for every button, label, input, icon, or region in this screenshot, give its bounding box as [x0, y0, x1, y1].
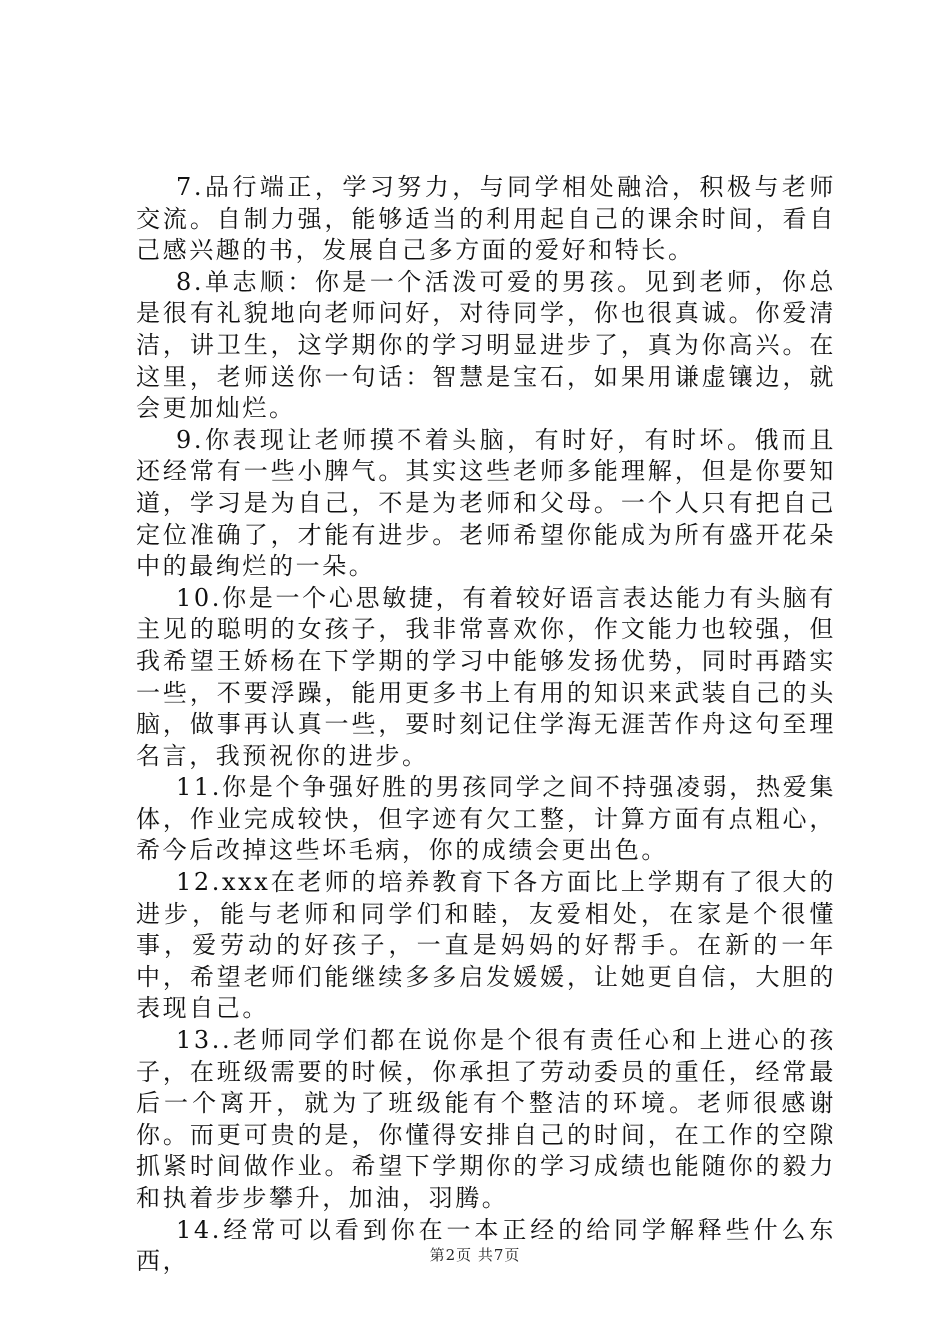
- paragraph-7: 7.品行端正，学习努力，与同学相处融洽，积极与老师交流。自制力强，能够适当的利用起自己的课余时间，看自己感兴趣的书，发展自己多方面的爱好和特长。: [136, 173, 836, 265]
- paragraph-12: 12.xxx在老师的培养教育下各方面比上学期有了很大的进步，能与老师和同学们和睦，友爱相处，在家是个很懂事，爱劳动的好孩子，一直是妈妈的好帮手。在新的一年中，希望老师们能继续多多启发媛媛，让她更自信，大胆的表现自己。: [136, 868, 836, 1023]
- paragraph-11: 11.你是个争强好胜的男孩同学之间不持强凌弱，热爱集体，作业完成较快，但字迹有欠工整，计算方面有点粗心，希今后改掉这些坏毛病，你的成绩会更出色。: [136, 773, 836, 865]
- page-number-footer: 第2页 共7页: [429, 1246, 521, 1264]
- paragraph-8: 8.单志顺：你是一个活泼可爱的男孩。见到老师，你总是很有礼貌地向老师问好，对待同学，你也很真诚。你爱清洁，讲卫生，这学期你的学习明显进步了，真为你高兴。在这里，老师送你一句话：智慧是宝石，如果用谦虚镶边，就会更加灿烂。: [136, 267, 836, 423]
- paragraph-9: 9.你表现让老师摸不着头脑，有时好，有时坏。俄而且还经常有一些小脾气。其实这些老师多能理解，但是你要知道，学习是为自己，不是为老师和父母。一个人只有把自己定位准确了，才能有进步。老师希望你能成为所有盛开花朵中的最绚烂的一朵。: [136, 425, 836, 581]
- paragraph-13: 13..老师同学们都在说你是个很有责任心和上进心的孩子，在班级需要的时候，你承担了劳动委员的重任，经常最后一个离开，就为了班级能有个整洁的环境。老师很感谢你。而更可贵的是，你懂得安排自己的时间，在工作的空隙抓紧时间做作业。希望下学期你的学习成绩也能随你的毅力和执着步步攀升，加油，羽腾。: [136, 1026, 836, 1212]
- paragraph-10: 10.你是一个心思敏捷，有着较好语言表达能力有头脑有主见的聪明的女孩子，我非常喜欢你，作文能力也较强，但我希望王娇杨在下学期的学习中能够发扬优势，同时再踏实一些，不要浮躁，能用更多书上有用的知识来武装自己的头脑，做事再认真一些，要时刻记住学海无涯苦作舟这句至理名言，我预祝你的进步。: [136, 583, 836, 770]
- paragraph-14: 14.经常可以看到你在一本正经的给同学解释些什么东西，: [136, 1215, 836, 1276]
- document-body: [136, 172, 836, 1278]
